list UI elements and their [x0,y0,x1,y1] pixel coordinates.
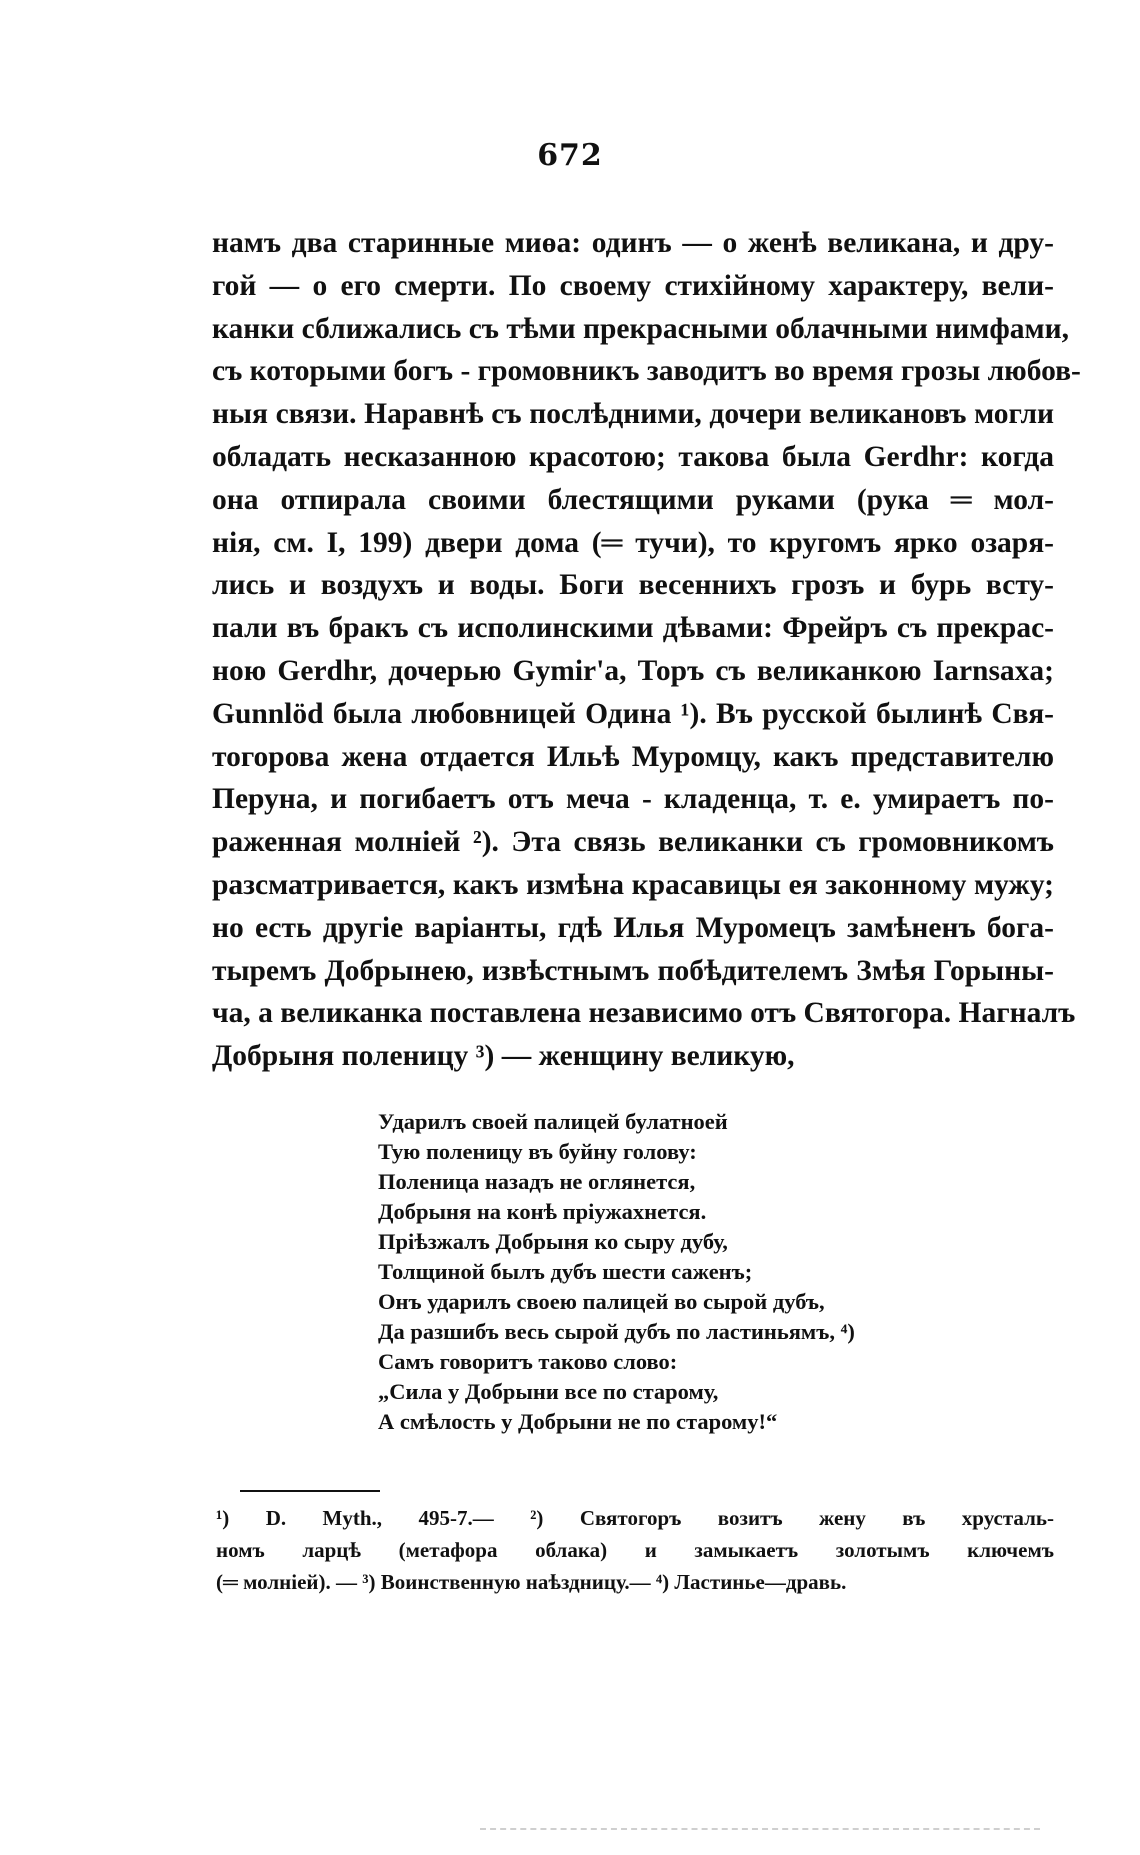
text-line: лись и воздухъ и воды. Боги весеннихъ грозъ и бурь всту- [212,569,1054,602]
text-line: тыремъ Добрынею, извѣстнымъ побѣдителемъ Змѣя Горыны- [212,954,1054,987]
text-line: Добрыня поленицу ³) — женщину великую, [212,1040,795,1073]
text-line: ныя связи. Наравнѣ съ послѣдними, дочери великановъ могли [212,398,1054,431]
verse-line: Толщиной былъ дубъ шести саженъ; [378,1259,753,1284]
footnote-line: (═ молніей). — ³) Воинственную наѣздницу.— ⁴) Ластинье—дравь. [216,1570,847,1594]
footnote-line: ¹) D. Myth., 495-7.— ²) Святогоръ возитъ жену въ хрусталь- [216,1506,1054,1530]
text-line: ною Gerdhr, дочерью Gymir'а, Торъ съ великанкою Iarnsaxa; [212,654,1054,687]
verse-quote [378,1107,1078,1437]
text-line: ча, а великанка поставлена независимо отъ Святогора. Нагналъ [212,997,1076,1030]
page-number: 672 [537,138,603,173]
scan-artifact-specks [480,1828,1040,1836]
verse-line: Да разшибъ весь сырой дубъ по ластиньямъ, ⁴) [378,1319,855,1344]
main-text [212,222,1081,1078]
footnotes [216,1502,1054,1598]
text-line: нія, см. I, 199) двери дома (═ тучи), то кругомъ ярко озаря- [212,526,1054,559]
verse-line: Самъ говоритъ таково слово: [378,1349,678,1374]
text-line: канки сближались съ тѣми прекрасными облачными нимфами, [212,312,1069,345]
verse-line: Пріѣзжалъ Добрыня ко сыру дубу, [378,1229,728,1254]
text-line: разсматривается, какъ измѣна красавицы ея законному мужу; [212,868,1054,901]
text-line: пали въ бракъ съ исполинскими дѣвами: Фрейръ съ прекрас- [212,612,1054,645]
text-line: тогорова жена отдается Ильѣ Муромцу, какъ представителю [212,740,1054,773]
text-line: Gunnlöd была любовницей Одина ¹). Въ русской былинѣ Свя- [212,697,1054,730]
text-line: обладать несказанною красотою; такова была Gerdhr: когда [212,440,1054,473]
verse-line: Добрыня на конѣ пріужахнется. [378,1199,707,1224]
verse-line: Онъ ударилъ своею палицей во сырой дубъ, [378,1289,825,1314]
verse-line: Тую поленицу въ буйну голову: [378,1139,697,1164]
verse-line: А смѣлость у Добрыни не по старому!“ [378,1409,778,1434]
text-line: раженная молніей ²). Эта связь великанки съ громовникомъ [212,826,1054,859]
text-line: но есть другіе варіанты, гдѣ Илья Муромецъ замѣненъ бога- [212,911,1054,944]
text-line: гой — о его смерти. По своему стихійному характеру, вели- [212,269,1054,302]
verse-line: Ударилъ своей палицей булатноей [378,1109,728,1134]
verse-line: „Сила у Добрыни все по старому, [378,1379,719,1404]
text-line: Перуна, и погибаетъ отъ меча - кладенца, т. е. умираетъ по- [212,783,1054,816]
verse-line: Поленица назадъ не оглянется, [378,1169,696,1194]
footnote-line: номъ ларцѣ (метафора облака) и замыкаетъ золотымъ ключемъ [216,1538,1054,1562]
footnote-divider [240,1490,380,1492]
text-line: намъ два старинные миөа: одинъ — о женѣ великана, и дру- [212,227,1054,259]
text-line: съ которыми богъ - громовникъ заводитъ во время грозы любов- [212,355,1081,388]
text-line: она отпирала своими блестящими руками (рука ═ мол- [212,483,1054,516]
